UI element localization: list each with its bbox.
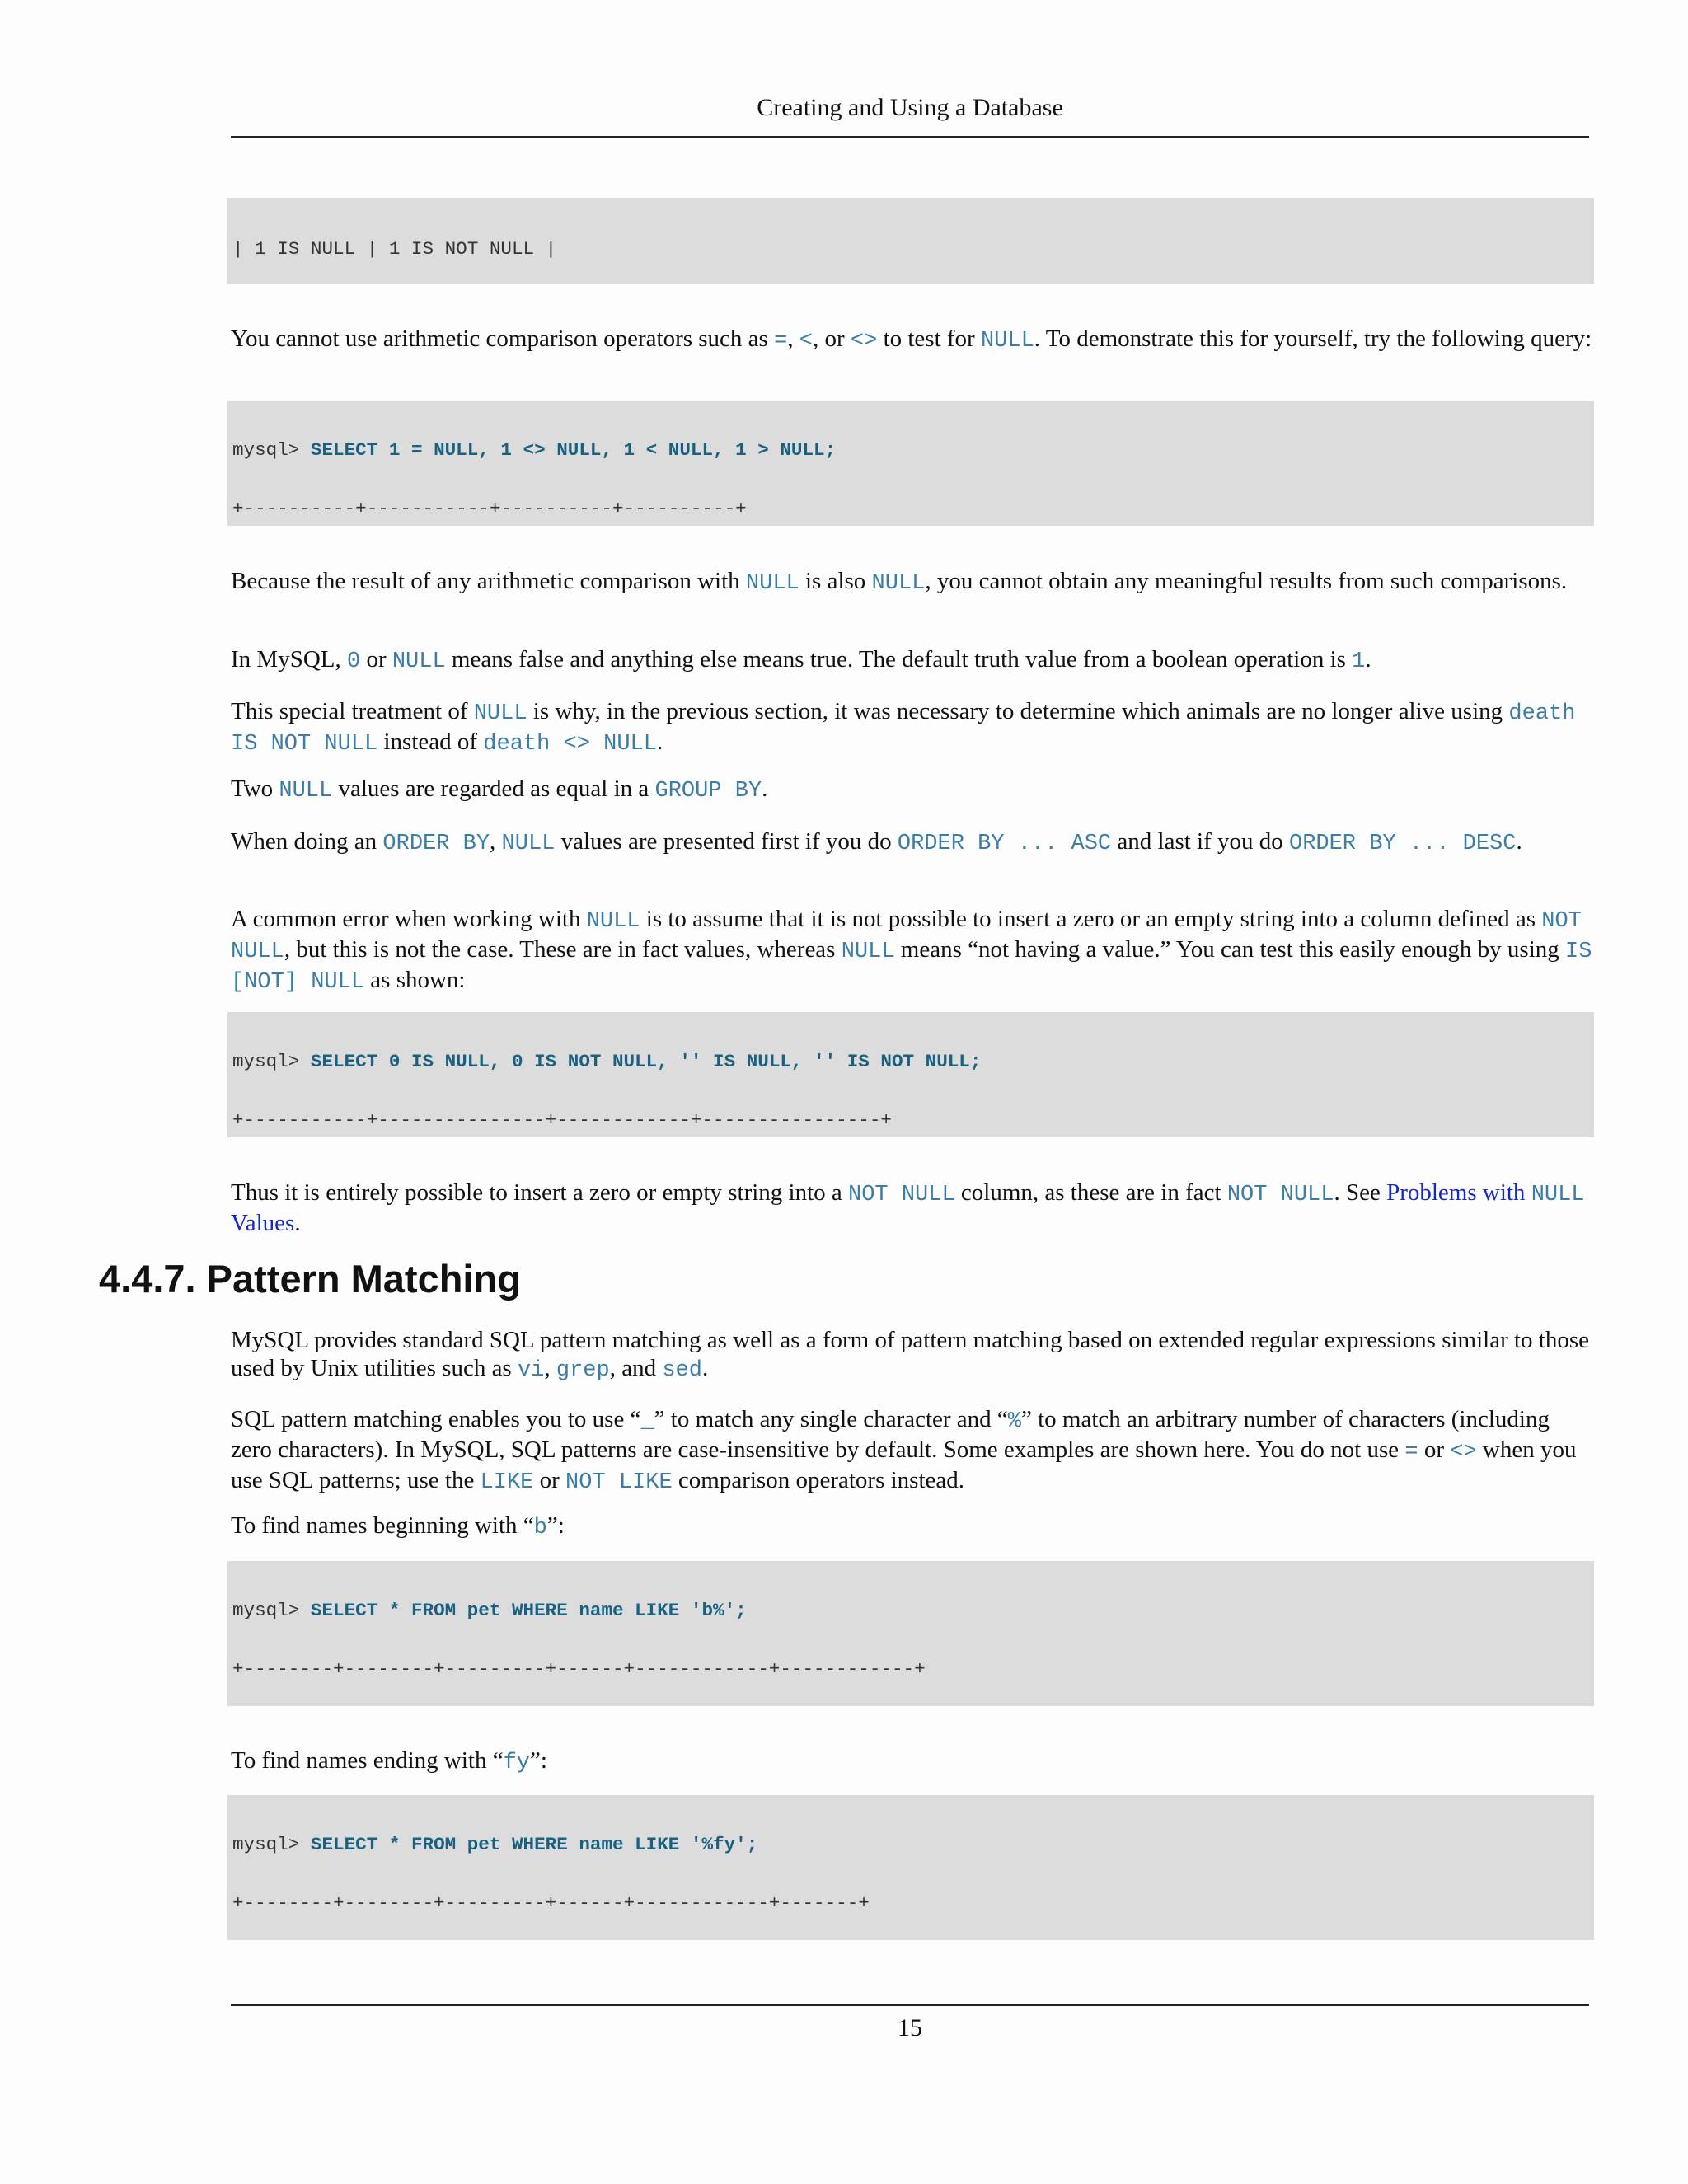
problems-with-null-link[interactable]: Problems with NULL Values (231, 1179, 1585, 1236)
code-line: +----------+-----------+----------+----------+ (232, 497, 747, 519)
running-header: Creating and Using a Database (757, 94, 1063, 121)
paragraph-sql-patterns: SQL pattern matching enables you to use “_” to match any single character and “%” to match an arbitrary number of characters (including zero characters). In MySQL, SQL patterns are case-insensitive by default. Some examples are shown here. You do not use = or <> when you use SQL patterns; use the LIKE or NOT LIKE comparison operators instead. (231, 1406, 1577, 1495)
section-heading: 4.4.7. Pattern Matching (99, 1257, 521, 1301)
paragraph-names-ending: To find names ending with “fy”: (231, 1747, 547, 1775)
code-line: +--------+--------+---------+------+------------+-------+ (232, 1891, 870, 1914)
paragraph-null-result: Because the result of any arithmetic comparison with NULL is also NULL, you cannot obtain any meaningful results from such comparisons. (231, 568, 1568, 596)
paragraph-comparison-operators: You cannot use arithmetic comparison operators such as =, <, or <> to test for NULL. To demonstrate this for yourself, try the following query: (231, 326, 1592, 354)
paragraph-order-by: When doing an ORDER BY, NULL values are presented first if you do ORDER BY ... ASC and last if you do ORDER BY ... DESC. (231, 828, 1522, 856)
code-line: mysql> SELECT 1 = NULL, 1 <> NULL, 1 < NULL, 1 > NULL; (232, 439, 837, 462)
code-line: mysql> SELECT * FROM pet WHERE name LIKE '%fy'; (232, 1834, 758, 1856)
paragraph-names-beginning: To find names beginning with “b”: (231, 1512, 565, 1540)
paragraph-not-null-insert: Thus it is entirely possible to insert a zero or empty string into a NOT NULL column, as these are in fact NOT NULL. See Problems with NULL Values. (231, 1179, 1585, 1236)
paragraph-common-error: A common error when working with NULL is to assume that it is not possible to insert a zero or an empty string into a column defined as NOT NULL, but this is not the case. These are in fact values, whereas NULL means “not having a value.” You can test this easily enough by using IS [NOT] NULL as shown: (231, 906, 1592, 995)
paragraph-truth-values: In MySQL, 0 or NULL means false and anything else means true. The default truth value from a boolean operation is 1. (231, 646, 1372, 674)
paragraph-group-by: Two NULL values are regarded as equal in a GROUP BY. (231, 776, 768, 804)
code-block-like-fy (227, 1795, 1594, 1940)
code-block-is-null-result (227, 198, 1594, 284)
header-rule (231, 136, 1589, 138)
page-number: 15 (898, 2014, 922, 2041)
code-line: mysql> SELECT * FROM pet WHERE name LIKE 'b%'; (232, 1600, 747, 1622)
code-line: +-----------+---------------+------------+----------------+ (232, 1108, 892, 1131)
footer-rule (231, 2004, 1589, 2006)
code-line: +--------+--------+---------+------+------------+------------+ (232, 1657, 926, 1680)
paragraph-special-treatment: This special treatment of NULL is why, in the previous section, it was necessary to determine which animals are no longer alive using death IS NOT NULL instead of death <> NULL. (231, 698, 1576, 757)
code-block-like-b (227, 1561, 1594, 1706)
code-block-is-null-examples (227, 1012, 1594, 1137)
code-block-compare-null (227, 401, 1594, 526)
paragraph-pattern-intro: MySQL provides standard SQL pattern matching as well as a form of pattern matching based on extended regular expressions similar to those used by Unix utilities such as vi, grep, and sed. (231, 1327, 1590, 1383)
code-line: mysql> SELECT 0 IS NULL, 0 IS NOT NULL, '' IS NULL, '' IS NOT NULL; (232, 1051, 982, 1073)
code-line: | 1 IS NULL | 1 IS NOT NULL | (232, 238, 557, 260)
